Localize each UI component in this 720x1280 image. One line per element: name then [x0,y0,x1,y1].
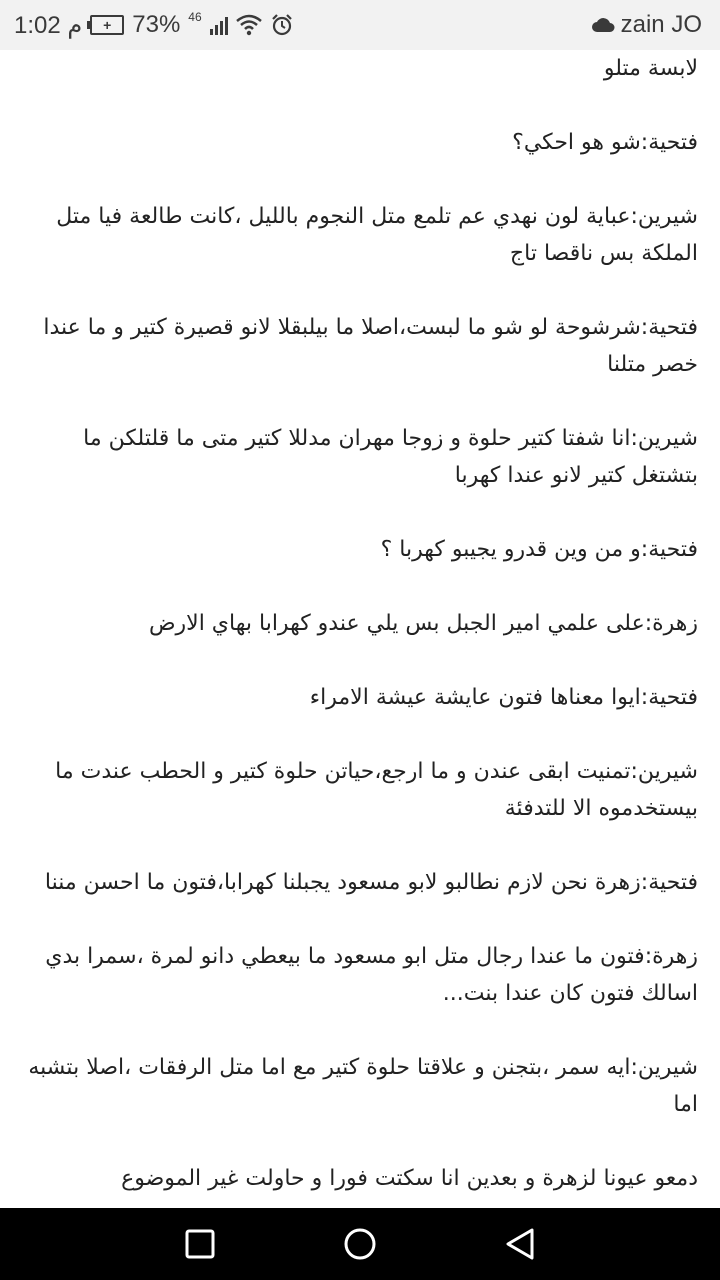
paragraph: فتحية:شو هو احكي؟ [512,130,698,155]
paragraph: فتحية:زهرة نحن لازم نطالبو لابو مسعود يجبلنا كهرابا،فتون ما احسن مننا [44,870,698,895]
back-button[interactable] [502,1226,538,1262]
battery-icon: + [90,15,124,35]
recent-apps-button[interactable] [182,1226,218,1262]
paragraph: شيرين:انا شفتا كتير حلوة و زوجا مهران مدللا كتير متى ما قلتلكن ما بتشتغل كتير لانو عندا كهربا [83,426,698,488]
status-right [591,0,702,50]
paragraph: فتحية:و من وين قدرو يجيبو كهربا ؟ [380,537,698,562]
paragraph: زهرة:على علمي امير الجبل بس يلي عندو كهرابا بهاي الارض [148,611,698,636]
paragraph: شيرين:عباية لون نهدي عم تلمع متل النجوم بالليل ،كانت طالعة فيا متل الملكة بس ناقصا تاج [56,204,698,266]
paragraph: دمعو عيونا لزهرة و بعدين انا سكتت فورا و حاولت غير الموضوع [121,1166,698,1191]
paragraph: فتحية:ايوا معناها فتون عايشة عيشة الامراء [309,685,698,710]
signal-icon [210,15,228,35]
paragraph: زهرة:فتون ما عندا رجال متل ابو مسعود ما بيعطي دانو لمرة ،سمرا بدي اسالك فتون كان عندا بنت... [45,944,698,1006]
carrier-name: zain JO [620,11,702,38]
paragraph: شيرين:تمنيت ابقى عندن و ما ارجع،حياتن حلوة كتير و الحطب عندت ما بيستخدموه الا للتدفئة [55,759,698,821]
story-text [0,50,720,1197]
navigation-bar [0,1208,720,1280]
clock: 1:02 م [14,11,83,39]
status-left [14,0,294,50]
alarm-icon [270,13,294,37]
cloud-icon [591,17,615,33]
status-bar [0,0,720,50]
paragraph: فتحية:شرشوحة لو شو ما لبست،اصلا ما بيلبقلا لانو قصيرة كتير و ما عندا خصر متلنا [43,315,698,377]
network-type: 46 [188,10,202,24]
paragraph: لابسة متلو [603,56,698,81]
paragraph: شيرين:ايه سمر ،بتجنن و علاقتا حلوة كتير مع اما متل الرفقات ،اصلا بتشبه اما [28,1055,698,1117]
story-content[interactable] [0,50,720,1208]
home-button[interactable] [342,1226,378,1262]
wifi-icon [236,14,262,36]
battery-percent: 73% [132,11,181,38]
